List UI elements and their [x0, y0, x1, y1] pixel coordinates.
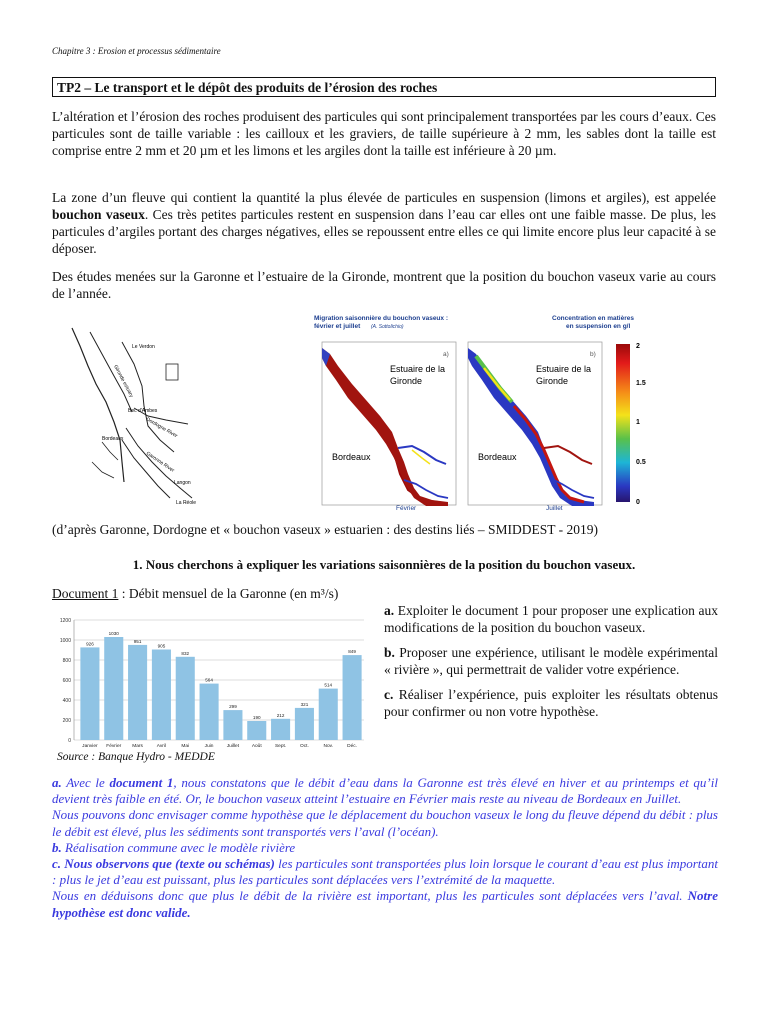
tp-title: TP2 – Le transport et le dépôt des produits de l’érosion des roches	[52, 77, 716, 97]
document-1-label: Document 1	[52, 586, 119, 601]
intro-paragraph-3	[52, 268, 716, 302]
chart-bars	[80, 637, 361, 740]
answer-text: les particules sont transportées plus loin lorsque le courant d’eau est plus important : plus le jet d’eau est puissant, plus les particules sont déplacées vers l’extrémité de la maquette.	[52, 856, 718, 888]
bar-value-label: 190	[252, 715, 261, 720]
y-tick-label: 1000	[59, 638, 71, 644]
document-1-title	[52, 586, 338, 602]
chart-y-axis	[60, 618, 71, 744]
x-tick-label: Juin	[204, 744, 214, 749]
x-tick-label: Janvier	[82, 744, 98, 749]
answer-c-label: c. Nous observons que (texte ou schémas)	[52, 856, 275, 872]
y-tick-label: 400	[62, 698, 71, 704]
answer-b	[52, 840, 718, 856]
panel-label-b: b)	[590, 351, 596, 358]
intro-paragraph-2	[52, 189, 716, 257]
answer-hypothesis: Nous pouvons donc envisager comme hypothèse que le déplacement du bouchon vaseux le long du fleuve dépend du débit : plus le débit est élevé, plus les sédiments sont transportés vers l’aval (l’océan).	[52, 807, 718, 839]
bar-juillet	[223, 710, 242, 740]
answer-b-label: b.	[52, 839, 62, 855]
answer-conclusion-bold: Notre hypothèse est donc valide.	[52, 888, 718, 920]
bar-mai	[176, 657, 195, 740]
maps-title: Migration saisonnière du bouchon vaseux :	[314, 315, 448, 322]
answer-text: Avec le	[61, 775, 110, 790]
scale-tick: 0	[636, 499, 640, 506]
paragraph-text: Des études menées sur la Garonne et l’estuaire de la Gironde, montrent que la position du bouchon vaseux varie au cours de l’année.	[52, 269, 716, 301]
map-label: Gironde estuary	[112, 364, 135, 399]
map-label: La Réole	[176, 500, 197, 506]
bar-value-label: 849	[348, 649, 356, 655]
map-label: Langon	[174, 480, 191, 486]
questions-column	[384, 602, 718, 728]
question-c	[384, 686, 718, 720]
answer-text: , nous constatons que le débit d’eau dans la Garonne est très élevé en hiver et au printemps et qu’il devient très faible en été. Or, le bouchon vaseux atteint l’estuaire en Février mais reste au niveau de Bordeaux en Juillet.	[52, 775, 718, 807]
paragraph-text: . Ces très petites particules restent en suspension dans l’eau car elles ont une faible masse. De plus, les particules d’argiles portant des charges négatives, elles se repoussent entre elles ce qui limite encore plus leur capacité à se déposer.	[52, 207, 717, 256]
estuaire-label: Estuaire de la	[390, 364, 446, 374]
question-b-label: b.	[384, 645, 395, 660]
gironde-line-map	[62, 322, 202, 508]
map-label: Bordeaux	[102, 436, 124, 442]
gironde-label: Gironde	[536, 376, 569, 386]
answer-text: Réalisation commune avec le modèle rivière	[61, 839, 296, 855]
question-c-text: Réaliser l’expérience, puis exploiter les résultats obtenus pour confirmer ou non votre hypothèse.	[384, 687, 718, 719]
page-header: Chapitre 3 : Erosion et processus sédimentaire	[52, 46, 221, 56]
chart-x-axis	[82, 743, 357, 749]
scale-tick: 1	[636, 419, 640, 426]
bar-oct	[295, 708, 314, 740]
maps-title: février et juillet	[314, 323, 361, 330]
x-tick-label: Sept.	[274, 744, 287, 749]
bar-value-label: 951	[133, 638, 142, 644]
y-tick-label: 200	[62, 718, 71, 724]
gironde-label: Gironde	[390, 376, 423, 386]
x-tick-label: Août	[251, 744, 262, 749]
answers-block	[52, 775, 718, 921]
x-tick-label: Déc.	[347, 744, 358, 749]
bar-juin	[200, 684, 219, 740]
bar-value-label: 212	[276, 712, 285, 718]
chart-data-labels	[86, 631, 356, 720]
bouchon-vaseux-maps	[308, 312, 658, 512]
question-b-text: Proposer une expérience, utilisant le modèle expérimental « rivière », qui permettrait de valider votre expérience.	[384, 645, 718, 677]
bordeaux-label: Bordeaux	[478, 452, 517, 462]
question-a	[384, 602, 718, 636]
intro-paragraph-1	[52, 108, 716, 159]
figure-caption: (d’après Garonne, Dordogne et « bouchon vaseux » estuarien : des destins liés – SMIDDEST - 2019)	[52, 522, 599, 537]
map-label: Dordogne River	[145, 416, 179, 440]
map-label: Garonne River	[144, 450, 176, 474]
scale-tick: 2	[636, 343, 640, 350]
bar-déc	[343, 655, 362, 740]
panel-label-a: a)	[443, 351, 449, 358]
paragraph-text: La zone d’un fleuve qui contient la quantité la plus élevée de particules en suspension (limons et argiles), est appelée	[52, 190, 716, 205]
estuaire-label: Estuaire de la	[536, 364, 592, 374]
bar-août	[247, 721, 266, 740]
question-a-label: a.	[384, 603, 395, 618]
scale-title: Concentration en matières	[552, 315, 634, 322]
bordeaux-label: Bordeaux	[332, 452, 371, 462]
bouchon-vaseux-term: bouchon vaseux	[52, 207, 145, 222]
map-label: Bec d'Ambes	[128, 408, 158, 414]
question-a-text: Exploiter le document 1 pour proposer une explication aux modifications de la position du bouchon vaseux.	[384, 603, 718, 635]
x-tick-label: Février	[106, 744, 122, 749]
question-c-label: c.	[384, 687, 394, 702]
bar-value-label: 564	[205, 677, 213, 683]
bar-janvier	[80, 647, 99, 740]
answer-conclusion	[52, 888, 718, 920]
maps-credit: (A. Sottolichio)	[371, 324, 404, 330]
y-tick-label: 600	[62, 678, 71, 684]
bar-nov	[319, 689, 338, 740]
answer-document-ref: document 1	[109, 775, 174, 790]
concentration-scale-bar	[616, 344, 630, 502]
x-tick-label: Oct.	[300, 744, 309, 749]
bar-value-label: 926	[86, 641, 94, 647]
chart-source: Source : Banque Hydro - MEDDE	[57, 751, 215, 763]
scale-tick: 1.5	[636, 380, 646, 387]
scale-title: en suspension en g/l	[566, 323, 631, 330]
bar-mars	[128, 645, 147, 740]
answer-a	[52, 775, 718, 807]
document-1-description: : Débit mensuel de la Garonne (en m³/s)	[118, 586, 339, 601]
map-label: Le Verdon	[132, 344, 155, 350]
bar-value-label: 514	[324, 682, 333, 688]
answer-text: Nous en déduisons donc que plus le débit de la rivière est important, plus les particules sont déplacées vers l’aval.	[52, 888, 688, 904]
bar-sept	[271, 719, 290, 740]
scale-tick: 0.5	[636, 459, 646, 466]
answer-c	[52, 856, 718, 888]
y-tick-label: 800	[62, 658, 71, 664]
section-title: 1. Nous cherchons à expliquer les variations saisonnières de la position du bouchon vaseux.	[132, 557, 636, 572]
bar-value-label: 299	[229, 704, 237, 710]
answer-a-label: a.	[52, 775, 62, 790]
x-tick-label: Nov.	[323, 744, 334, 749]
y-tick-label: 1200	[59, 618, 71, 624]
bar-value-label: 832	[181, 650, 190, 656]
juillet-label: Juillet	[546, 505, 563, 512]
x-tick-label: Juillet	[226, 744, 240, 749]
question-b	[384, 644, 718, 678]
bar-février	[104, 637, 123, 740]
garonne-discharge-chart	[52, 612, 370, 752]
x-tick-label: Mai	[181, 744, 190, 749]
bar-avril	[152, 650, 171, 741]
bar-value-label: 321	[300, 701, 309, 707]
fevrier-label: Février	[396, 505, 417, 512]
x-tick-label: Avril	[156, 744, 167, 749]
bar-value-label: 1030	[108, 631, 119, 636]
bar-value-label: 905	[157, 643, 166, 649]
y-tick-label: 0	[68, 738, 71, 744]
x-tick-label: Mars	[132, 744, 143, 749]
paragraph-text: L’altération et l’érosion des roches produisent des particules qui sont principalement transportées par les cours d’eaux. Ces particules sont de taille variable : les cailloux et les graviers, de taille supérieure à 2 mm, les sables dont la taille est comprise entre 2 mm et 20 µm et les limons et les argiles dont la taille est inférieure à 20 µm.	[52, 109, 716, 158]
